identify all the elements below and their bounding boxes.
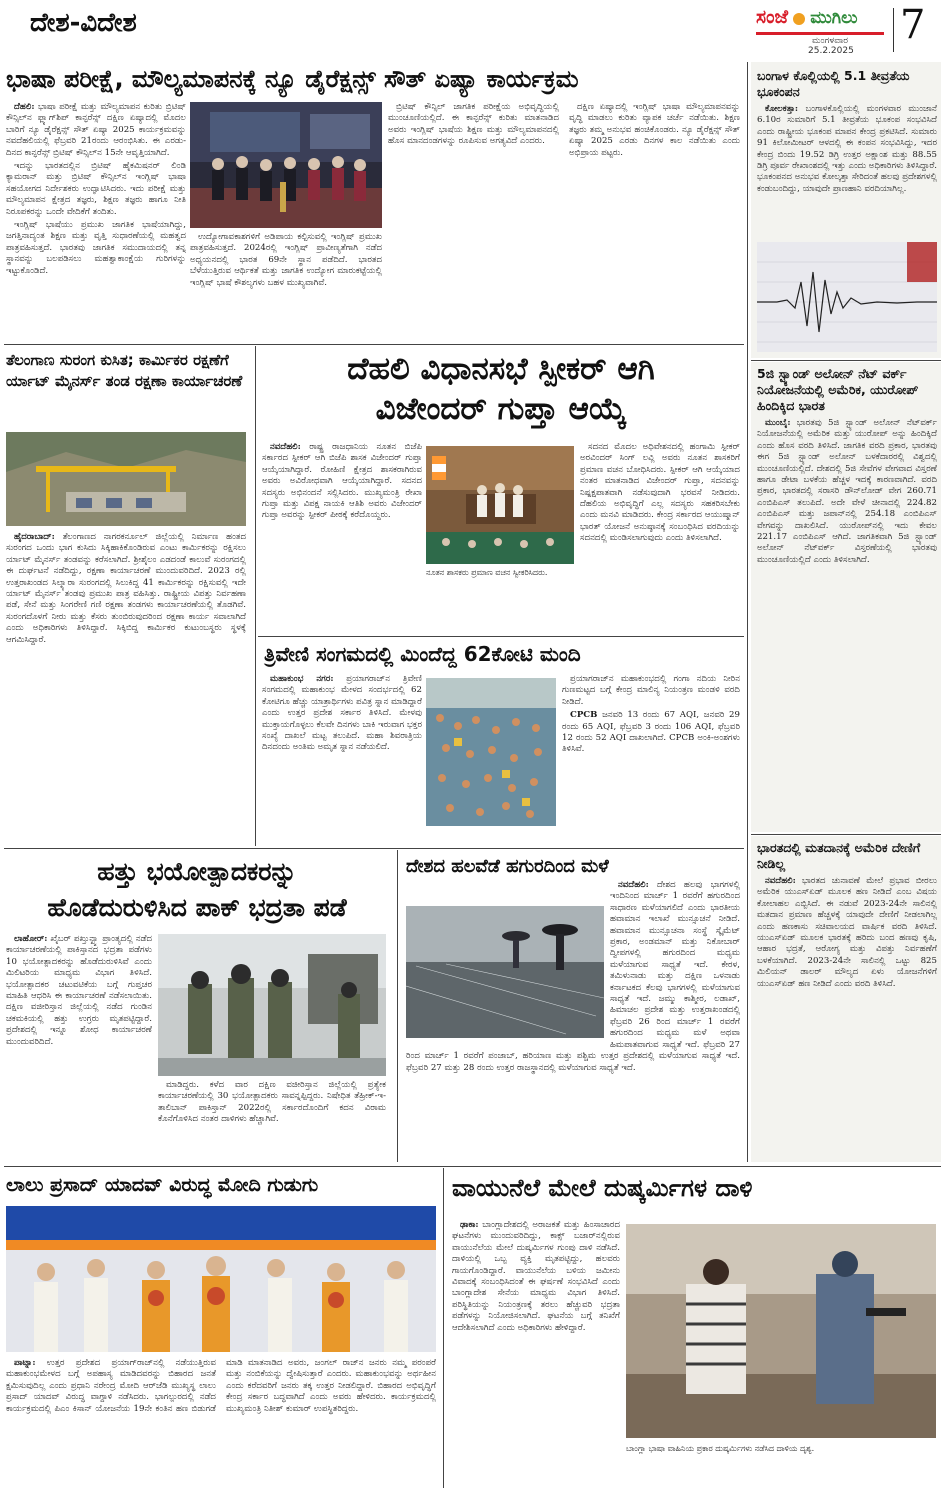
headline: ತ್ರಿವೇಣಿ ಸಂಗಮದಲ್ಲಿ ಮಿಂದೆದ್ದ 62ಕೋಟಿ ಮಂದಿ xyxy=(264,642,581,666)
story-weather-rain xyxy=(400,850,744,1162)
paragraph: ಉದ್ಯೋಗಾವಕಾಶಗಳಿಗೆ ಅಡಿಪಾಯ ಕಲ್ಪಿಸುವಲ್ಲಿ ಇಂಗ್ಲಿಷ್ ಪ್ರಮುಖ ಪಾತ್ರವಹಿಸುತ್ತದೆ. 2024ರಲ್ಲಿ ಇಂಗ್ಲಿಷ್ ಪ್ರಾವೀಣ್ಯತೆಗಾಗಿ ನಡೆದ ಅಧ್ಯಯನದಲ್ಲಿ ಭಾರತ 69ನೇ ಸ್ಥಾನ ಪಡೆದಿದೆ. ಭಾರತದ ಬೆಳೆಯುತ್ತಿರುವ ಆರ್ಥಿಕತೆ ಮತ್ತು ಜಾಗತಿಕ ಉದ್ಯೋಗ ಮಾರುಕಟ್ಟೆಯಲ್ಲಿ ಇಂಗ್ಲಿಷ್ ಭಾಷೆ ಕೌಶಲ್ಯಗಳು ಬಹಳ ಮುಖ್ಯವಾಗಿವೆ. xyxy=(190,232,382,288)
dateline: ನವದೆಹಲಿ: xyxy=(765,876,796,886)
soldiers-photo xyxy=(158,934,386,1076)
paragraph: ಮಾಡಿದ್ದರು. ಕಳೆದ ವಾರ ದಕ್ಷಿಣ ವಜೀರಿಸ್ತಾನ ಜಿಲ್ಲೆಯಲ್ಲಿ ಪ್ರತ್ಯೇಕ ಕಾರ್ಯಾಚರಣೆಯಲ್ಲಿ 30 ಭಯೋತ್ಪಾದಕರು ಸಾವನ್ನಪ್ಪಿದ್ದರು. ನಿಷೇಧಿತ ತೆಹ್ರೀಕ್-ಇ-ತಾಲಿಬಾನ್ ಪಾಕಿಸ್ತಾನ್ 2022ರಲ್ಲಿ ಸರ್ಕಾರದೊಂದಿಗೆ ಕದನ ವಿರಾಮ ಕೊನೆಗೊಳಿಸಿದ ನಂತರ ದಾಳಿಗಳು ಹೆಚ್ಚಾಗಿವೆ. xyxy=(158,1080,386,1125)
dateline: ಮುಂಬೈ: xyxy=(765,418,791,428)
dateline: ದೆಹಲಿ: xyxy=(14,102,35,112)
dateline: ಕೋಲಕತ್ತಾ: xyxy=(765,104,799,114)
brand-underline xyxy=(756,32,884,35)
section-label: ದೇಶ-ವಿದೇಶ xyxy=(30,8,137,38)
story-pak-security xyxy=(0,850,394,1162)
paragraph: ರಾಷ್ಟ್ರ ರಾಜಧಾನಿಯ ನೂತನ ಬಿಜೆಪಿ ಸರ್ಕಾರದ ಸ್ಪೀಕರ್ ಆಗಿ ಬಿಜೆಪಿ ಶಾಸಕ ವಿಜೇಂದರ್ ಗುಪ್ತಾ ಆಯ್ಕೆಯಾಗಿದ್ದಾರೆ. ರೋಹಿಣಿ ಕ್ಷೇತ್ರದ ಶಾಸಕರಾಗಿರುವ ಅವರು ಅವಿರೋಧವಾಗಿ ಆಯ್ಕೆಯಾಗಿದ್ದಾರೆ. ಸದನದ ಸದಸ್ಯರು ಅಭಿನಂದನೆ ಸಲ್ಲಿಸಿದರು. ಮುಖ್ಯಮಂತ್ರಿ ರೇಖಾ ಗುಪ್ತಾ ಮತ್ತು ವಿಪಕ್ಷ ನಾಯಕಿ ಆತಿಶಿ ಅವರು ವಿಜೇಂದರ್ ಗುಪ್ತಾ ಅವರನ್ನು ಸ್ಪೀಕರ್ ಪೀಠಕ್ಕೆ ಕರೆದೊಯ್ದರು. xyxy=(262,442,422,521)
dateline: ಮಹಾಕುಂಭ ನಗರ: xyxy=(270,674,334,684)
kumbh-text-right xyxy=(562,674,740,844)
dateline: ಲಾಹೋರ್: xyxy=(14,934,48,944)
airbase-text xyxy=(452,1220,620,1484)
brand-name-part1: ಸಂಜೆ xyxy=(756,6,789,28)
story-lalu-modi xyxy=(0,1168,440,1488)
lalu-text xyxy=(6,1358,436,1484)
dateline: ಹೈದರಾಬಾದ್: xyxy=(14,532,55,542)
paragraph: ಸದನದ ಮೊದಲ ಅಧಿವೇಶನದಲ್ಲಿ ಹಂಗಾಮಿ ಸ್ಪೀಕರ್ ಅರವಿಂದರ್ ಸಿಂಗ್ ಲವ್ಲಿ ಅವರು ನೂತನ ಶಾಸಕರಿಗೆ ಪ್ರಮಾಣ ವಚನ ಬೋಧಿಸಿದರು. ಸ್ಪೀಕರ್ ಆಗಿ ಆಯ್ಕೆಯಾದ ನಂತರ ಮಾತನಾಡಿದ ವಿಜೇಂದರ್ ಗುಪ್ತಾ, ಸದನವನ್ನು ನಿಷ್ಪಕ್ಷಪಾತವಾಗಿ ನಡೆಸುವುದಾಗಿ ಭರವಸೆ ನೀಡಿದರು. ದೆಹಲಿಯ ಅಭಿವೃದ್ಧಿಗೆ ಎಲ್ಲ ಸದಸ್ಯರು ಸಹಕರಿಸಬೇಕು ಎಂದು ಮನವಿ ಮಾಡಿದರು. ಕೇಂದ್ರ ಸರ್ಕಾರದ ಆಯುಷ್ಮಾನ್ ಭಾರತ್ ಯೋಜನೆ ಅನುಷ್ಠಾನಕ್ಕೆ ಸಂಬಂಧಿಸಿದ ವರದಿಯನ್ನು ಸದನದಲ್ಲಿ ಮಂಡಿಸಲಾಗುವುದು ಎಂದು ತಿಳಿಸಲಾಗಿದೆ. xyxy=(580,442,740,544)
sidebar-rule xyxy=(747,62,748,1162)
paragraph: ಇಂಗ್ಲಿಷ್ ಭಾಷೆಯು ಪ್ರಮುಖ ಜಾಗತಿಕ ಭಾಷೆಯಾಗಿದ್ದು, ಜಗತ್ತಿನಾದ್ಯಂತ ಶಿಕ್ಷಣ ಮತ್ತು ವೃತ್ತಿ ಸುಧಾರಣೆಯಲ್ಲಿ ಮಹತ್ವದ ಪಾತ್ರವಹಿಸುತ್ತದೆ. ಭಾರತವು ಜಾಗತಿಕ ಸಮುದಾಯದಲ್ಲಿ ತನ್ನ ಸ್ಥಾನವನ್ನು ಬಲಪಡಿಸಲು ಮಹತ್ವಾಕಾಂಕ್ಷೆಯ ಗುರಿಗಳನ್ನು ಇಟ್ಟುಕೊಂಡಿದೆ. xyxy=(6,220,186,276)
usaid-text xyxy=(757,876,937,1158)
paragraph: ದಕ್ಷಿಣ ಏಷ್ಯಾದಲ್ಲಿ ಇಂಗ್ಲಿಷ್ ಭಾಷಾ ಮೌಲ್ಯಮಾಪನವನ್ನು ವೃದ್ಧಿ ಮಾಡಲು ಕುರಿತು ವ್ಯಾಪಕ ಚರ್ಚೆ ನಡೆಯಿತು. ಶಿಕ್ಷಣ ತಜ್ಞರು ತಮ್ಮ ಅನುಭವ ಹಂಚಿಕೊಂಡರು. ನ್ಯೂ ಡೈರೆಕ್ಷನ್ಸ್ ಸೌತ್ ಏಷ್ಯಾ 2025 ಎರಡು ದಿನಗಳ ಕಾಲ ನಡೆಯಿತು ಎಂದು ಅಭಿಪ್ರಾಯ ಪಟ್ಟರು. xyxy=(569,102,740,158)
photo-caption: ಬಾಂಗ್ಲಾ ಭಾಷಾ ವಾಹಿನಿಯ ಪ್ರಕಾರ ದುಷ್ಕರ್ಮಿಗಳು ನಡೆಸಿದ ದಾಳಿಯ ದೃಶ್ಯ. xyxy=(626,1444,815,1453)
story-delhi-speaker xyxy=(258,346,744,636)
column-rule xyxy=(443,1168,444,1488)
photo-caption: ನೂತನ ಶಾಸಕರು ಪ್ರಮಾಣ ವಚನ ಸ್ವೀಕರಿಸಿದರು. xyxy=(426,568,548,577)
dateline: ನವದೆಹಲಿ: xyxy=(618,880,649,890)
divider xyxy=(4,1166,941,1167)
sidebar-divider xyxy=(751,834,941,835)
masthead xyxy=(0,0,945,58)
page-number: 7 xyxy=(900,2,926,48)
headline: ಭಾಷಾ ಪರೀಕ್ಷೆ, ಮೌಲ್ಯಮಾಪನಕ್ಕೆ ನ್ಯೂ ಡೈರೆಕ್ಷನ್ಸ್ ಸೌತ್ ಏಷ್ಯಾ ಕಾರ್ಯಕ್ರಮ xyxy=(6,65,579,93)
weather-text xyxy=(406,880,740,1158)
divider xyxy=(258,636,744,637)
dateline: ನವದೆಹಲಿ: xyxy=(270,442,301,452)
brand-name-part2: ಮುಗಿಲು xyxy=(810,8,858,28)
story-usaid-funding xyxy=(751,836,941,1162)
paragraph: ಬಾಂಗ್ಲಾದೇಶದಲ್ಲಿ ಅರಾಜಕತೆ ಮತ್ತು ಹಿಂಸಾಚಾರದ ಘಟನೆಗಳು ಮುಂದುವರಿದಿದ್ದು, ಕಾಕ್ಸ್ ಬಜಾರ್‌ನಲ್ಲಿರುವ ವಾಯುನೆಲೆಯ ಮೇಲೆ ದುಷ್ಕರ್ಮಿಗಳ ಗುಂಪು ದಾಳಿ ನಡೆಸಿದೆ. ದಾಳಿಯಲ್ಲಿ ಒಬ್ಬ ವ್ಯಕ್ತಿ ಮೃತಪಟ್ಟಿದ್ದು, ಹಲವರು ಗಾಯಗೊಂಡಿದ್ದಾರೆ. ವಾಯುನೆಲೆಯ ಬಳಿಯ ಜಮೀನು ವಿವಾದಕ್ಕೆ ಸಂಬಂಧಿಸಿದಂತೆ ಈ ಘರ್ಷಣೆ ಸಂಭವಿಸಿದೆ ಎಂದು ಬಾಂಗ್ಲಾದೇಶ ಸೇನೆಯ ಮಾಧ್ಯಮ ವಿಭಾಗ ತಿಳಿಸಿದೆ. ಪರಿಸ್ಥಿತಿಯನ್ನು ನಿಯಂತ್ರಣಕ್ಕೆ ತರಲು ಹೆಚ್ಚುವರಿ ಭದ್ರತಾ ಪಡೆಗಳನ್ನು ನಿಯೋಜಿಸಲಾಗಿದೆ. ಘಟನೆಯ ಬಗ್ಗೆ ತನಿಖೆಗೆ ಆದೇಶಿಸಲಾಗಿದೆ ಎಂದು ಅಧಿಕಾರಿಗಳು ಹೇಳಿದ್ದಾರೆ. xyxy=(452,1220,621,1333)
paragraph: ತೆಲಂಗಾಣದ ನಾಗರಕರ್ನೂಲ್ ಜಿಲ್ಲೆಯಲ್ಲಿ ನಿರ್ಮಾಣ ಹಂತದ ಸುರಂಗದ ಒಂದು ಭಾಗ ಕುಸಿದು ಸಿಕ್ಕಿಹಾಕಿಕೊಂಡಿರುವ ಎಂಟು ಕಾರ್ಮಿಕರನ್ನು ರಕ್ಷಿಸಲು ರ್ಯಾಟ್ ಮೈನರ್ಸ್ ತಂಡವನ್ನು ಕರೆಸಲಾಗಿದೆ. ಶ್ರೀಶೈಲಂ ಎಡದಂಡೆ ಕಾಲುವೆ ಸುರಂಗದಲ್ಲಿ ಈ ದುರ್ಘಟನೆ ನಡೆದಿದ್ದು, ರಕ್ಷಣಾ ಕಾರ್ಯಾಚರಣೆ ಮುಂದುವರಿದಿದೆ. 2023 ರಲ್ಲಿ ಉತ್ತರಾಖಂಡದ ಸಿಲ್ಕ್ಯಾರಾ ಸುರಂಗದಲ್ಲಿ ಸಿಲುಕಿದ್ದ 41 ಕಾರ್ಮಿಕರನ್ನು ರಕ್ಷಿಸುವಲ್ಲಿ ಇದೇ ರ್ಯಾಟ್ ಮೈನರ್ಸ್ ತಂಡವು ಪ್ರಮುಖ ಪಾತ್ರ ವಹಿಸಿತ್ತು. ರಾಷ್ಟ್ರೀಯ ವಿಪತ್ತು ನಿರ್ವಹಣಾ ಪಡೆ, ಸೇನೆ ಮತ್ತು ಸಿಂಗರೇಣಿ ಗಣಿ ರಕ್ಷಣಾ ತಂಡಗಳು ಕಾರ್ಯಾಚರಣೆಯಲ್ಲಿ ತೊಡಗಿವೆ. ಸುರಂಗದೊಳಗೆ ನೀರು ಮತ್ತು ಕೆಸರು ತುಂಬಿರುವುದರಿಂದ ರಕ್ಷಣಾ ಕಾರ್ಯ ಸವಾಲಾಗಿದೆ ಎಂದು ಅಧಿಕಾರಿಗಳು ತಿಳಿಸಿದ್ದಾರೆ. ಸಿಕ್ಕಿಬಿದ್ದ ಕಾರ್ಮಿಕರ ಕುಟುಂಬಸ್ಥರು ಸ್ಥಳಕ್ಕೆ ಆಗಮಿಸಿದ್ದಾರೆ. xyxy=(6,532,246,645)
paragraph: ಪ್ರಯಾಗರಾಜ್‌ನ ಮಹಾಕುಂಭದಲ್ಲಿ ಗಂಗಾ ನದಿಯ ನೀರಿನ ಗುಣಮಟ್ಟದ ಬಗ್ಗೆ ಕೇಂದ್ರ ಮಾಲಿನ್ಯ ನಿಯಂತ್ರಣ ಮಂಡಳಿ ವರದಿ ನೀಡಿದೆ. xyxy=(562,674,740,707)
issue-date: 25.2.2025 xyxy=(808,46,854,56)
paragraph: ಬ್ರಿಟಿಷ್ ಕೌನ್ಸಿಲ್ ಜಾಗತಿಕ ಪರೀಕ್ಷೆಯ ಅಭಿವೃದ್ಧಿಯಲ್ಲಿ ಮುಂಚೂಣಿಯಲ್ಲಿದೆ. ಈ ಕಾನ್ಫರೆನ್ಸ್ ಕುರಿತು ಮಾತನಾಡಿದ ಅವರು ಇಂಗ್ಲಿಷ್ ಭಾಷೆಯ ಶಿಕ್ಷಣ ಮತ್ತು ಮೌಲ್ಯಮಾಪನದಲ್ಲಿ ಹೊಸ ಮಾನದಂಡಗಳನ್ನು ರೂಪಿಸುವ ಅಗತ್ಯವಿದೆ ಎಂದರು. xyxy=(388,102,559,147)
headline-line1: ಹತ್ತು ಭಯೋತ್ಪಾದಕರನ್ನು xyxy=(97,857,297,886)
story-airbase-attack xyxy=(446,1168,941,1488)
photo-spacer xyxy=(406,880,610,1042)
story-5g-network xyxy=(751,362,941,832)
paragraph: ಭಾರತದ ಚುನಾವಣೆ ಮೇಲೆ ಪ್ರಭಾವ ಬೀರಲು ಅಮೆರಿಕ ಯುಎಸ್‌ಏಡ್ ಮೂಲಕ ಹಣ ನೀಡಿದೆ ಎಂಬ ವಿಷಯ ಕೋಲಾಹಲ ಎಬ್ಬಿಸಿದೆ. ಈ ನಡುವೆ 2023-24ನೇ ಸಾಲಿನಲ್ಲಿ ಮತದಾನ ಪ್ರಮಾಣ ಹೆಚ್ಚಳಕ್ಕೆ ಯಾವುದೇ ದೇಣಿಗೆ ನೀಡಲಾಗಿಲ್ಲ ಎಂದು ಹಣಕಾಸು ಸಚಿವಾಲಯದ ವಾರ್ಷಿಕ ವರದಿ ತಿಳಿಸಿದೆ. ಯುಎಸ್‌ಏಡ್ ಮೂಲಕ ಭಾರತಕ್ಕೆ ಹರಿದು ಬಂದ ಹಣವು ಕೃಷಿ, ಆಹಾರ ಭದ್ರತೆ, ಆರೋಗ್ಯ ಮತ್ತು ವಿಪತ್ತು ನಿರ್ವಹಣೆಗೆ ಬಳಕೆಯಾಗಿದೆ. 2023-24ನೇ ಸಾಲಿನಲ್ಲಿ ಒಟ್ಟು 825 ಮಿಲಿಯನ್ ಡಾಲರ್ ಮೌಲ್ಯದ ಏಳು ಯೋಜನೆಗಳಿಗೆ ಯುಎಸ್‌ಏಡ್ ಹಣ ನೀಡಿದೆ ಎಂದು ವರದಿ ತಿಳಿಸಿದೆ. xyxy=(757,876,937,989)
paragraph: ಇದನ್ನು ಭಾರತದಲ್ಲಿನ ಬ್ರಿಟಿಷ್ ಹೈಕಮಿಷನರ್ ಲಿಂಡಿ ಕ್ಯಾಮರಾನ್ ಮತ್ತು ಬ್ರಿಟಿಷ್ ಕೌನ್ಸಿಲ್‌ನ ಇಂಗ್ಲಿಷ್ ಭಾಷಾ ಸಹಯೋಗದ ನಿರ್ದೇಶಕರು ಉದ್ಘಾಟಿಸಿದರು. ಇದು ಪರೀಕ್ಷೆ ಮತ್ತು ಮೌಲ್ಯಮಾಪನ ಕ್ಷೇತ್ರದ ತಜ್ಞರು, ಶಿಕ್ಷಣ ತಜ್ಞರು ಹಾಗೂ ನೀತಿ ನಿರೂಪಕರನ್ನು ಒಂದೇ ವೇದಿಕೆಗೆ ತಂದಿತು. xyxy=(6,161,186,217)
page-number-divider xyxy=(893,8,894,52)
pak-text-left xyxy=(6,934,152,1158)
paragraph: ಭಾಷಾ ಪರೀಕ್ಷೆ ಮತ್ತು ಮೌಲ್ಯಮಾಪನ ಕುರಿತು ಬ್ರಿಟಿಷ್ ಕೌನ್ಸಿಲ್‌ನ ಫ್ಲ್ಯಾಗ್‌ಶಿಪ್ ಕಾನ್ಫರೆನ್ಸ್ ದಕ್ಷಿಣ ಏಷ್ಯಾದಲ್ಲಿ ಮೊದಲ ಬಾರಿಗೆ ನ್ಯೂ ಡೈರೆಕ್ಷನ್ಸ್ ಸೌತ್ ಏಷ್ಯಾ 2025 ಕಾರ್ಯಕ್ರಮವನ್ನು ನವದೆಹಲಿಯಲ್ಲಿ ಫೆಬ್ರವರಿ 21ರಂದು ಆರಂಭಿಸಿತು. ಈ ಎರಡು-ದಿನದ ಕಾನ್ಫರೆನ್ಸ್ ಬ್ರಿಟಿಷ್ ಕೌನ್ಸಿಲ್‌ನ 15ನೇ ಆವೃತ್ತಿಯಾಗಿದೆ. xyxy=(6,102,186,158)
pak-text-right xyxy=(158,1080,386,1158)
divider xyxy=(4,344,744,345)
headline-line1: ದೆಹಲಿ ವಿಧಾನಸಭೆ ಸ್ಪೀಕರ್ ಆಗಿ xyxy=(347,351,655,387)
headline: ಭಾರತದಲ್ಲಿ ಮತದಾನಕ್ಕೆ ಅಮೆರಿಕ ದೇಣಿಗೆ ನೀಡಿಲ್ಲ xyxy=(757,840,921,871)
paragraph: ಖೈಬರ್ ಪಖ್ತುನ್ಖ್ವಾ ಪ್ರಾಂತ್ಯದಲ್ಲಿ ನಡೆದ ಕಾರ್ಯಾಚರಣೆಯಲ್ಲಿ ಪಾಕಿಸ್ತಾನದ ಭದ್ರತಾ ಪಡೆಗಳು 10 ಭಯೋತ್ಪಾದಕರನ್ನು ಹೊಡೆದುರುಳಿಸಿವೆ ಎಂದು ಮಿಲಿಟರಿಯ ಮಾಧ್ಯಮ ವಿಭಾಗ ತಿಳಿಸಿದೆ. ಭಯೋತ್ಪಾದಕರ ಚಟುವಟಿಕೆಯ ಬಗ್ಗೆ ಗುಪ್ತಚರ ಮಾಹಿತಿ ಆಧರಿಸಿ ಈ ಕಾರ್ಯಾಚರಣೆ ನಡೆಸಲಾಯಿತು. ದಕ್ಷಿಣ ವಜೀರಿಸ್ತಾನ ಜಿಲ್ಲೆಯಲ್ಲಿ ನಡೆದ ಗುಂಡಿನ ಚಕಮಕಿಯಲ್ಲಿ ಹತ್ತು ಉಗ್ರರು ಮೃತಪಟ್ಟಿದ್ದಾರೆ. ಪ್ರದೇಶದಲ್ಲಿ ಇನ್ನೂ ಶೋಧ ಕಾರ್ಯಾಚರಣೆ ಮುಂದುವರಿದಿದೆ. xyxy=(6,934,152,1047)
aqi-readings: ಜನವರಿ 13 ರಂದು 67 AQI, ಜನವರಿ 29 ರಂದು 65 AQI, ಫೆಬ್ರವರಿ 3 ರಂದು 106 AQI, ಫೆಬ್ರವರಿ 12 ರಂದು 52 AQI ದಾಖಲಾಗಿದೆ. CPCB ಅಂಕಿ-ಅಂಶಗಳು ತಿಳಿಸಿವೆ. xyxy=(562,710,740,755)
column-rule xyxy=(255,346,256,846)
headline-line2: ಹೊಡೆದುರುಳಿಸಿದ ಪಾಕ್ ಭದ್ರತಾ ಪಡೆ xyxy=(47,893,347,922)
story-kumbh xyxy=(258,638,744,846)
quake-text xyxy=(757,104,937,234)
divider xyxy=(4,848,744,849)
headline: ಬಂಗಾಳ ಕೊಲ್ಲಿಯಲ್ಲಿ 5.1 ತೀವ್ರತೆಯ ಭೂಕಂಪನ xyxy=(757,68,910,99)
headline: ತೆಲಂಗಾಣ ಸುರಂಗ ಕುಸಿತ; ಕಾರ್ಮಿಕರ ರಕ್ಷಣೆಗೆ ರ್ಯಾಟ್ ಮೈನರ್ಸ್ ತಂಡ ರಕ್ಷಣಾ ಕಾರ್ಯಾಚರಣೆ xyxy=(6,351,243,390)
speaker-text-left xyxy=(262,442,422,632)
sun-icon xyxy=(793,13,805,25)
headline: 5ಜಿ ಸ್ಟ್ಯಾಂಡ್ ಅಲೋನ್ ನೆಟ್ ವರ್ಕ್ ನಿಯೋಜನೆಯಲ್ಲಿ ಅಮೆರಿಕ, ಯುರೋಪ್ ಹಿಂದಿಕ್ಕಿದ ಭಾರತ xyxy=(757,366,919,413)
headline-line2: ವಿಜೇಂದರ್ ಗುಪ್ತಾ ಆಯ್ಕೆ xyxy=(375,391,627,427)
story-language-conference xyxy=(0,60,744,342)
story1-col-right xyxy=(388,102,740,338)
issue-weekday: ಮಂಗಳವಾರ xyxy=(812,36,849,46)
story-bay-of-bengal-quake xyxy=(751,62,941,358)
paragraph: ದೇಶದ ಹಲವು ಭಾಗಗಳಲ್ಲಿ ಇಂದಿನಿಂದ ಮಾರ್ಚ್ 1 ರವರೆಗೆ ಹಗುರದಿಂದ ಸಾಧಾರಣ ಮಳೆಯಾಗಲಿದೆ ಎಂದು ಭಾರತೀಯ ಹವಾಮಾನ ಇಲಾಖೆ ಮುನ್ಸೂಚನೆ ನೀಡಿದೆ. ಹವಾಮಾನ ಮುನ್ಸೂಚನಾ ಸಂಸ್ಥೆ ಸ್ಕೈಮೆಟ್ ಪ್ರಕಾರ, ಅಂಡಮಾನ್ ಮತ್ತು ನಿಕೋಬಾರ್ ದ್ವೀಪಗಳಲ್ಲಿ ಹಗುರದಿಂದ ಮಧ್ಯಮ ಮಳೆಯಾಗುವ ಸಾಧ್ಯತೆ ಇದೆ. ಕೇರಳ, ತಮಿಳುನಾಡು ಮತ್ತು ದಕ್ಷಿಣ ಒಳನಾಡು ಕರ್ನಾಟಕದ ಕೆಲವು ಭಾಗಗಳಲ್ಲಿ ಮಳೆಯಾಗುವ ಸಾಧ್ಯತೆ ಇದೆ. ಜಮ್ಮು ಕಾಶ್ಮೀರ, ಲಡಾಖ್, ಹಿಮಾಚಲ ಪ್ರದೇಶ ಮತ್ತು ಉತ್ತರಾಖಂಡದಲ್ಲಿ ಫೆಬ್ರವರಿ 26 ರಿಂದ ಮಾರ್ಚ್ 1 ರವರೆಗೆ ಹಗುರದಿಂದ ಮಧ್ಯಮ ಮಳೆ ಅಥವಾ ಹಿಮಪಾತವಾಗುವ ಸಾಧ್ಯತೆ ಇದೆ. ಫೆಬ್ರವರಿ 27 ರಿಂದ ಮಾರ್ಚ್ 1 ರವರೆಗೆ ಪಂಜಾಬ್, ಹರಿಯಾಣ ಮತ್ತು ಪಶ್ಚಿಮ ಉತ್ತರ ಪ್ರದೇಶದಲ್ಲಿ ಮಳೆಯಾಗುವ ಸಾಧ್ಯತೆ ಇದೆ. ಫೆಬ್ರವರಿ 27 ಮತ್ತು 28 ರಂದು ಉತ್ತರ ರಾಜಸ್ಥಾನದಲ್ಲಿ ಮಳೆಯಾಗುವ ಸಾಧ್ಯತೆ ಇದೆ. xyxy=(406,880,740,1073)
tunnel-photo xyxy=(6,432,246,526)
column-rule xyxy=(397,850,398,1162)
cpcb-label: CPCB xyxy=(570,710,598,721)
story1-col-mid xyxy=(190,232,382,338)
kumbh-text-left xyxy=(262,674,422,844)
headline: ಲಾಲು ಪ್ರಸಾದ್ ಯಾದವ್ ವಿರುದ್ಧ ಮೋದಿ ಗುಡುಗು xyxy=(6,1174,319,1196)
paragraph: ಉತ್ತರ ಪ್ರದೇಶದ ಪ್ರಯಾಗ್‌ರಾಜ್‌ನಲ್ಲಿ ನಡೆಯುತ್ತಿರುವ ಮಹಾಕುಂಭಮೇಳದ ಬಗ್ಗೆ ಅಪಹಾಸ್ಯ ಮಾಡಿದವರನ್ನು ಬಿಹಾರದ ಜನತೆ ಕ್ಷಮಿಸುವುದಿಲ್ಲ ಎಂದು ಪ್ರಧಾನಿ ನರೇಂದ್ರ ಮೋದಿ ಆರ್‌ಜೆಡಿ ಮುಖ್ಯಸ್ಥ ಲಾಲು ಪ್ರಸಾದ್ ಯಾದವ್ ವಿರುದ್ಧ ವಾಗ್ದಾಳಿ ನಡೆಸಿದರು. ಭಾಗಲ್ಪುರದಲ್ಲಿ ನಡೆದ ಕಾರ್ಯಕ್ರಮದಲ್ಲಿ ಪಿಎಂ ಕಿಸಾನ್ ಯೋಜನೆಯ 19ನೇ ಕಂತಿನ ಹಣ ಬಿಡುಗಡೆ ಮಾಡಿ ಮಾತನಾಡಿದ ಅವರು, ಜಂಗಲ್ ರಾಜ್‌ನ ಜನರು ನಮ್ಮ ಪರಂಪರೆ ಮತ್ತು ನಂಬಿಕೆಯನ್ನು ದ್ವೇಷಿಸುತ್ತಾರೆ ಎಂದರು. ಮಹಾಕುಂಭವನ್ನು ಅರ್ಥಹೀನ ಎಂದು ಕರೆದವರಿಗೆ ಜನರು ತಕ್ಕ ಉತ್ತರ ನೀಡಲಿದ್ದಾರೆ. ಬಿಹಾರದ ಅಭಿವೃದ್ಧಿಗೆ ಕೇಂದ್ರ ಸರ್ಕಾರ ಬದ್ಧವಾಗಿದೆ ಎಂದು ಅವರು ಹೇಳಿದರು. ಕಾರ್ಯಕ್ರಮದಲ್ಲಿ ಮುಖ್ಯಮಂತ್ರಿ ನಿತೀಶ್ ಕುಮಾರ್ ಉಪಸ್ಥಿತರಿದ್ದರು. xyxy=(6,1358,436,1414)
assembly-photo xyxy=(426,446,574,564)
dateline: ಢಾಕಾ: xyxy=(460,1220,479,1230)
story-telangana-tunnel xyxy=(0,346,252,846)
story1-col-left xyxy=(6,102,186,338)
modi-rally-photo xyxy=(6,1206,436,1352)
dateline: ಪಾಟ್ನಾ: xyxy=(14,1358,36,1368)
headline: ದೇಶದ ಹಲವೆಡೆ ಹಗುರದಿಂದ ಮಳೆ xyxy=(406,856,609,877)
paragraph: ಭಾರತವು 5ಜಿ ಸ್ಟ್ಯಾಂಡ್ ಅಲೋನ್ ನೆಟ್‌ವರ್ಕ್ ನಿಯೋಜನೆಯಲ್ಲಿ ಅಮೆರಿಕ ಮತ್ತು ಯುರೋಪ್ ಅನ್ನು ಹಿಂದಿಕ್ಕಿದೆ ಎಂದು ಹೊಸ ವರದಿ ತಿಳಿಸಿದೆ. ಜಾಗತಿಕ ವರದಿ ಪ್ರಕಾರ, ಭಾರತವು ಈಗ 5ಜಿ ಸ್ಟ್ಯಾಂಡ್ ಅಲೋನ್ ಬಳಕೆದಾರರಲ್ಲಿ ವಿಶ್ವದಲ್ಲಿ ಮುಂಚೂಣಿಯಲ್ಲಿದೆ. ದೇಶದಲ್ಲಿ 5ಜಿ ಸೇವೆಗಳ ವೇಗವಾದ ವಿಸ್ತರಣೆ ಹಾಗೂ ಡೇಟಾ ಬಳಕೆಯ ಹೆಚ್ಚಳ ಇದಕ್ಕೆ ಕಾರಣವಾಗಿದೆ. ವರದಿ ಪ್ರಕಾರ, ಭಾರತದಲ್ಲಿ ಸರಾಸರಿ ಡೌನ್‌ಲೋಡ್ ವೇಗ 260.71 ಎಂಬಿಪಿಎಸ್ ತಲುಪಿದೆ. ಅದೇ ವೇಳೆ ಚೀನಾದಲ್ಲಿ 224.82 ಎಂಬಿಪಿಎಸ್ ಮತ್ತು ಜಪಾನ್‌ನಲ್ಲಿ 254.18 ಎಂಬಿಪಿಎಸ್ ವೇಗವನ್ನು ದಾಖಲಿಸಿದೆ. ಯುರೋಪ್‌ನಲ್ಲಿ ಇದು ಕೇವಲ 221.17 ಎಂಬಿಪಿಎಸ್ ಆಗಿದೆ. ಜಾಗತಿಕವಾಗಿ 5ಜಿ ಸ್ಟ್ಯಾಂಡ್ ಅಲೋನ್ ನೆಟ್‌ವರ್ಕ್ ವಿಸ್ತರಣೆಯಲ್ಲಿ ಭಾರತವು ಮುಂಚೂಣಿಯಲ್ಲಿದೆ ಎಂದು ತಿಳಿಸಲಾಗಿದೆ. xyxy=(757,418,938,565)
airbase-photo xyxy=(626,1224,936,1438)
5g-text xyxy=(757,418,937,828)
sidebar-divider xyxy=(751,360,941,361)
speaker-text-right xyxy=(580,442,740,632)
kumbh-photo xyxy=(426,678,556,826)
conference-photo xyxy=(190,102,382,228)
paragraph: ಪ್ರಯಾಗರಾಜ್‌ನ ತ್ರಿವೇಣಿ ಸಂಗಮದಲ್ಲಿ ಮಹಾಕುಂಭ ಮೇಳದ ಸಂದರ್ಭದಲ್ಲಿ 62 ಕೋಟಿಗೂ ಹೆಚ್ಚು ಯಾತ್ರಾರ್ಥಿಗಳು ಪವಿತ್ರ ಸ್ನಾನ ಮಾಡಿದ್ದಾರೆ ಎಂದು ಉತ್ತರ ಪ್ರದೇಶ ಸರ್ಕಾರ ತಿಳಿಸಿದೆ. ಮೇಳವು ಮುಕ್ತಾಯಗೊಳ್ಳಲು ಕೆಲವೇ ದಿನಗಳು ಬಾಕಿ ಇರುವಾಗ ಭಕ್ತರ ಸಂಖ್ಯೆ ದಾಖಲೆ ಮಟ್ಟ ತಲುಪಿದೆ. ಮಹಾ ಶಿವರಾತ್ರಿಯ ದಿನದಂದು ಅಂತಿಮ ಅಮೃತ ಸ್ನಾನ ನಡೆಯಲಿದೆ. xyxy=(262,674,423,753)
paragraph: ಬಂಗಾಳಕೊಲ್ಲಿಯಲ್ಲಿ ಮಂಗಳವಾರ ಮುಂಜಾನೆ 6.10ರ ಸುಮಾರಿಗೆ 5.1 ತೀವ್ರತೆಯ ಭೂಕಂಪ ಸಂಭವಿಸಿದೆ ಎಂದು ರಾಷ್ಟ್ರೀಯ ಭೂಕಂಪ ಮಾಪನ ಕೇಂದ್ರ ಪ್ರಕಟಿಸಿದೆ. ಸುಮಾರು 91 ಕಿಲೋಮೀಟರ್ ಆಳದಲ್ಲಿ ಈ ಕಂಪನ ಸಂಭವಿಸಿದ್ದು, ಇದರ ಕೇಂದ್ರ ಬಿಂದು 19.52 ಡಿಗ್ರಿ ಉತ್ತರ ಅಕ್ಷಾಂಶ ಮತ್ತು 88.55 ಡಿಗ್ರಿ ಪೂರ್ವ ರೇಖಾಂಶದಲ್ಲಿ ಇತ್ತು ಎಂದು ಅಧಿಕಾರಿಗಳು ತಿಳಿಸಿದ್ದಾರೆ. ಭೂಕಂಪನದ ಅನುಭವ ಕೋಲ್ಕತ್ತಾ ಸೇರಿದಂತೆ ಹಲವು ಪ್ರದೇಶಗಳಲ್ಲಿ ಕಂಡುಬಂದಿದ್ದು, ಯಾವುದೇ ಪ್ರಾಣಹಾನಿ ವರದಿಯಾಗಿಲ್ಲ. xyxy=(757,104,938,194)
tunnel-text xyxy=(6,532,246,842)
headline: ವಾಯುನೆಲೆ ಮೇಲೆ ದುಷ್ಕರ್ಮಿಗಳ ದಾಳಿ xyxy=(452,1174,753,1202)
seismograph-photo xyxy=(757,242,937,352)
